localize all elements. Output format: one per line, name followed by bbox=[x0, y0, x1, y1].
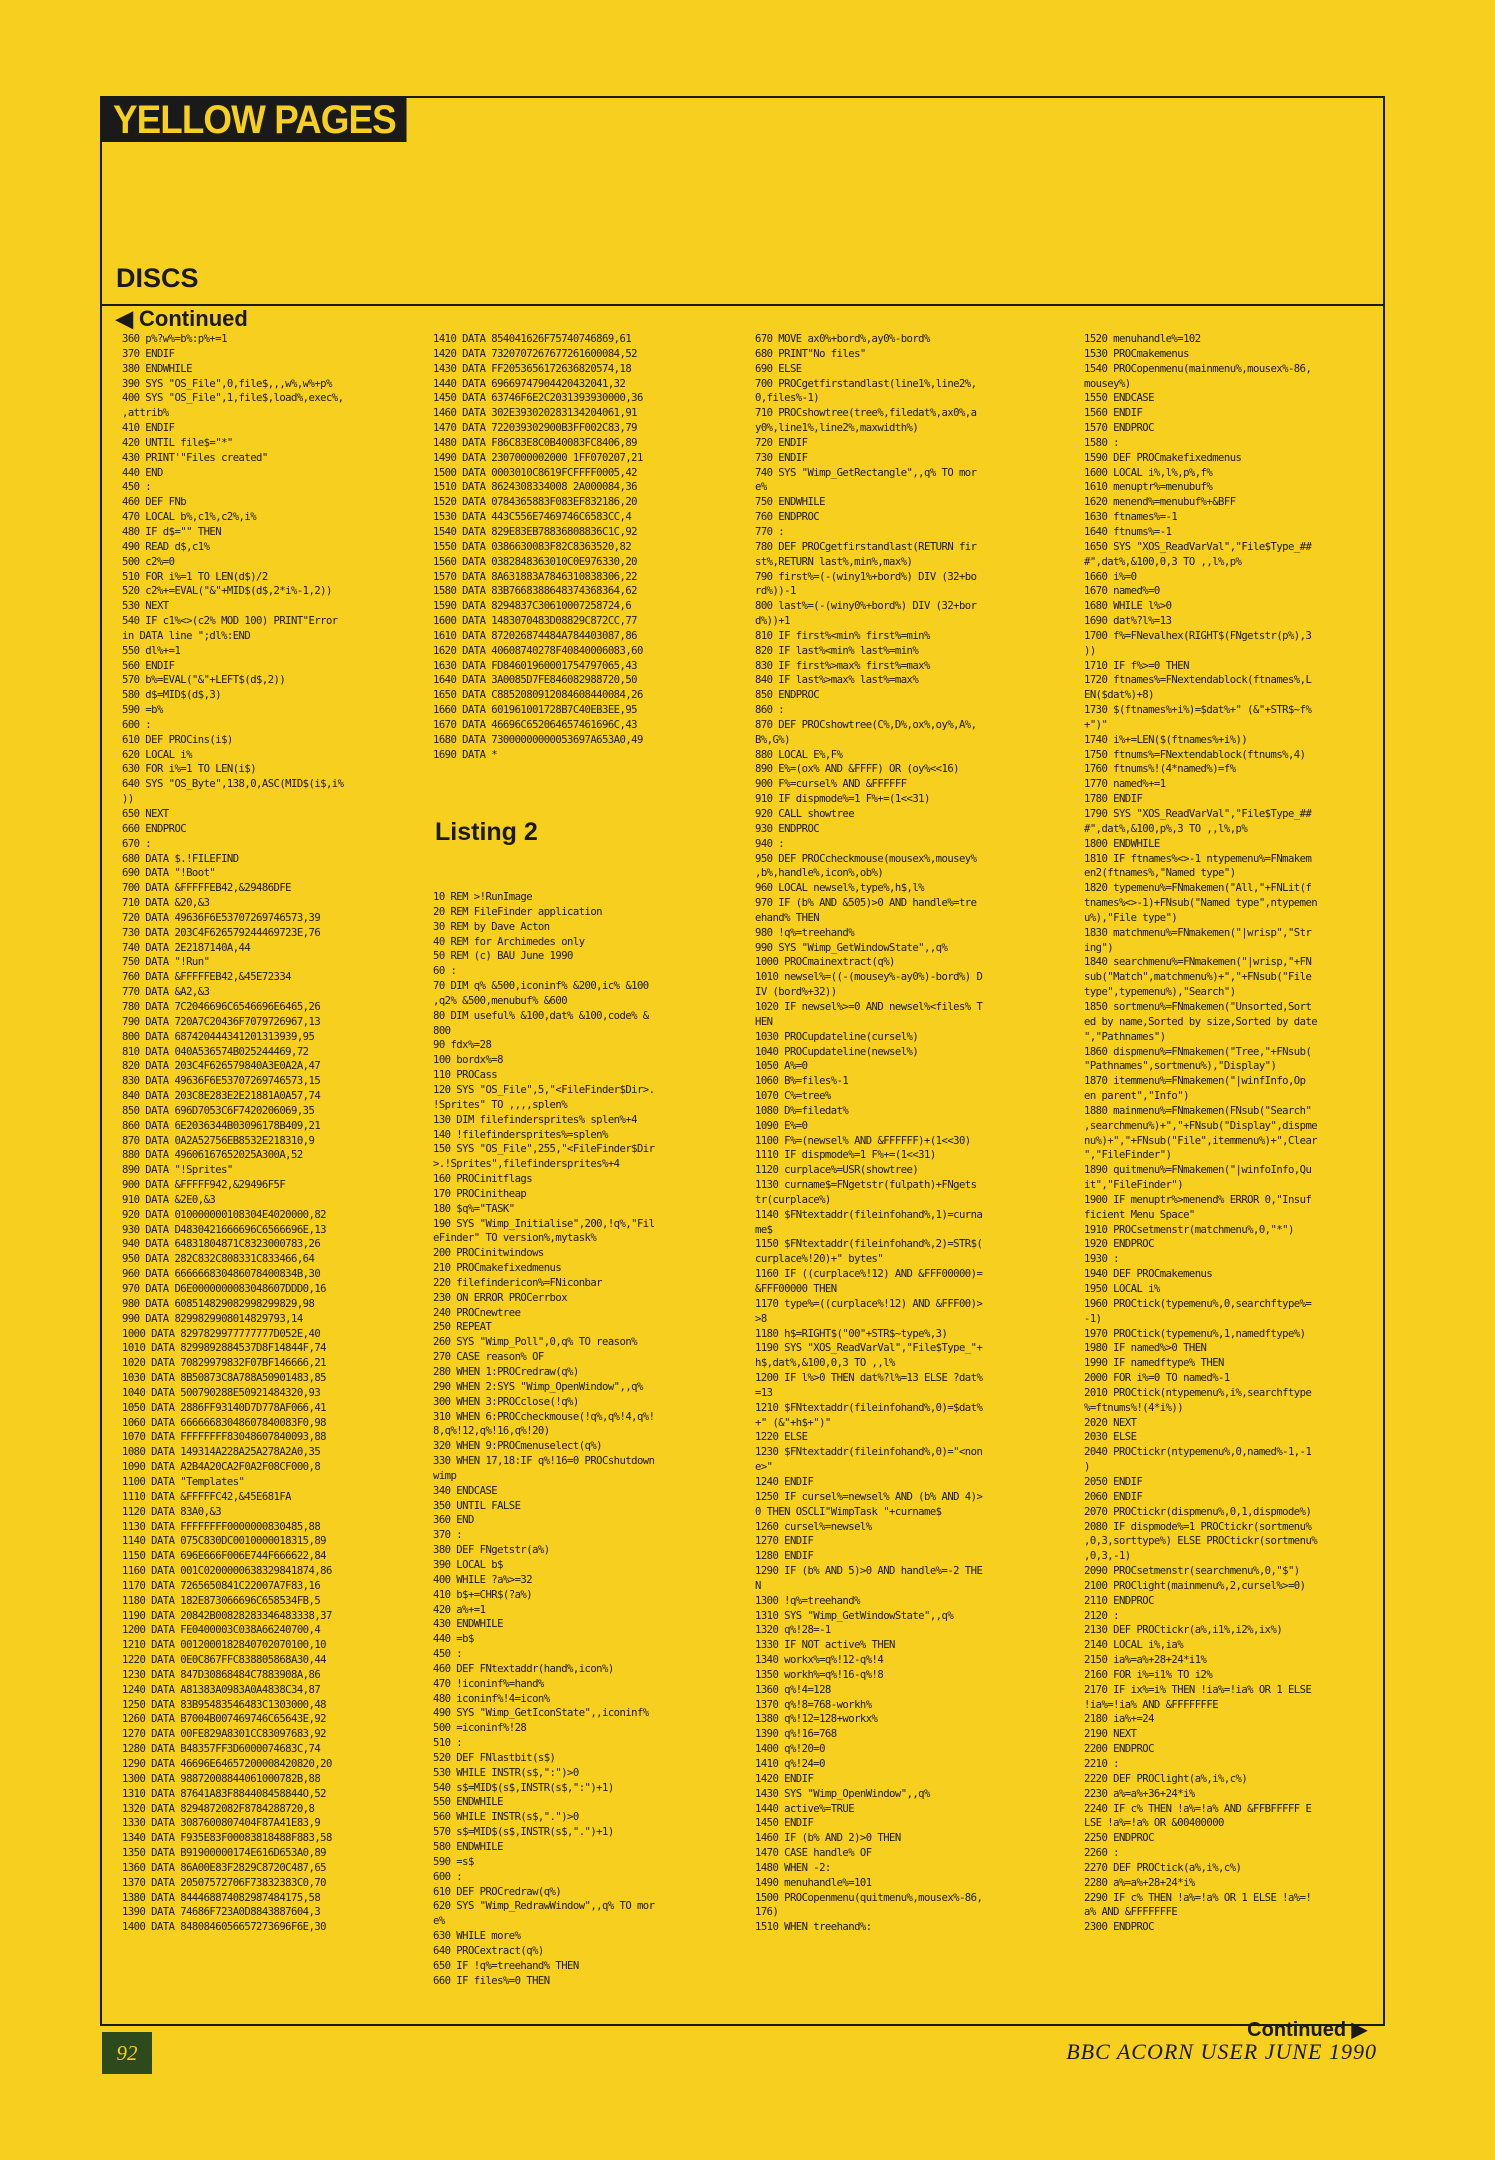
listing-column-2-data: 1410 DATA 854041626F75740746869,61 1420 DATA 7320707267677261600084,52 1430 DATA FF2053656172636820574,18 1440 DATA 69669747904420432041,32 1450 DATA 63746F6E2C2031393930000,36 1460 DATA 302E393020283134204061,91 1470 DATA 722039302900B3FF002C83,79 1480 DATA F86C83E8C0B40083FC8406,89 1490 DATA 2307000002000 1FF070207,21 1500 DATA 0003010C8619FCFFFF0005,42 1510 DATA 8624308334008 2A000084,36 1520 DATA 0784365883F083EF832186,20 1530 DATA 443C556E7469746C6583CC,4 1540 DATA 829E83EB78836808836C1C,92 1550 DATA 0386630083F82C8363520,82 1560 DATA 0382848363010C0E976330,20 1570 DATA 8A631883A7846310838306,22 1580 DATA 83B7668388648374368364,62 1590 DATA 8294837C30610007258724,6 1600 DATA 1483070483D08829C872CC,77 1610 DATA 872026874484A784403087,86 1620 DATA 40608740278F40840006083,60 1630 DATA FD84601960001754797065,43 1640 DATA 3A0085D7FE846082988720,50 1650 DATA C8852080912084608440084,26 1660 DATA 601961001728B7C40EB3EE,95 1670 DATA 46696C652064657461696C,43 1680 DATA 73000000000053697A653A0,49 1690 DATA * bbox=[433, 333, 643, 761]
listing-column-3: 670 MOVE ax0%+bord%,ay0%-bord% 680 PRINT"No files" 690 ELSE 700 PROCgetfirstandlast(line1%,line2%, 0,files%-1) 710 PROCshowtree(tree%,filedat%,ax0%,a y0%,line1%,line2%,maxwidth%) 720 ENDIF 730 ENDIF 740 SYS "Wimp_GetRectangle",,q% TO mor e% 750 ENDWHILE 760 ENDPROC 770 : 780 DEF PROCgetfirstandlast(RETURN fir st%,RETURN last%,min%,max%) 790 first%=(-(winy1%+bord%) DIV (32+bo rd%))-1 800 last%=(-(winy0%+bord%) DIV (32+bor d%))+1 810 IF first%<min% first%=min% 820 IF last%<min% last%=min% 830 IF first%>max% first%=max% 840 IF last%>max% last%=max% 850 ENDPROC 860 : 870 DEF PROCshowtree(C%,D%,ox%,oy%,A%, B%,G%) 880 LOCAL E%,F% 890 E%=(ox% AND &FFFF) OR (oy%<<16) 900 F%=cursel% AND &FFFFFF 910 IF dispmode%=1 F%+=(1<<31) 920 CALL showtree 930 ENDPROC 940 : 950 DEF PROCcheckmouse(mousex%,mousey% ,b%,handle%,icon%,ob%) 960 LOCAL newsel%,type%,h$,l% 970 IF (b% AND &505)>0 AND handle%=tre ehand% THEN 980 !q%=treehand% 990 SYS "Wimp_GetWindowState",,q% 1000 PROCmainextract(q%) 1010 newsel%=((-(mousey%-ay0%)-bord%) D IV (bord%+32)) 1020 IF newsel%>=0 AND newsel%<files% T HEN 1030 PROCupdateline(cursel%) 1040 PROCupdateline(newsel%) 1050 A%=0 1060 B%=files%-1 1070 C%=tree% 1080 D%=filedat% 1090 E%=0 1100 F%=(newsel% AND &FFFFFF)+(1<<30) 1110 IF dispmode%=1 F%+=(1<<31) 1120 curplace%=USR(showtree) 1130 curname$=FNgetstr(fulpath)+FNgets tr(curplace%) 1140 $FNtextaddr(fileinfohand%,1)=curna me$ 1150 $FNtextaddr(fileinfohand%,2)=STR$( curplace%!20)+" bytes" 1160 IF ((curplace%!12) AND &FFF00000)= &FFF00000 THEN 1170 type%=((curplace%!12) AND &FFF00)> >8 1180 h$=RIGHT$("00"+STR$~type%,3) 1190 SYS "XOS_ReadVarVal","File$Type_"+ h$,dat%,&100,0,3 TO ,,l% 1200 IF l%>0 THEN dat%?l%=13 ELSE ?dat% =13 1210 $FNtextaddr(fileinfohand%,0)=$dat% +" (&"+h$+")" 1220 ELSE 1230 $FNtextaddr(fileinfohand%,0)="<non e>" 1240 ENDIF 1250 IF cursel%=newsel% AND (b% AND 4)> 0 THEN OSCLI"WimpTask "+curname$ 1260 cursel%=newsel% 1270 ENDIF 1280 ENDIF 1290 IF (b% AND 5)>0 AND handle%=-2 THE N 1300 !q%=treehand% 1310 SYS "Wimp_GetWindowState",,q% 1320 q%!28=-1 1330 IF NOT active% THEN 1340 workx%=q%!12-q%!4 1350 workh%=q%!16-q%!8 1360 q%!4=128 1370 q%!8=768-workh% 1380 q%!12=128+workx% 1390 q%!16=768 1400 q%!20=0 1410 q%!24=0 1420 ENDIF 1430 SYS "Wimp_OpenWindow",,q% 1440 active%=TRUE 1450 ENDIF 1460 IF (b% AND 2)>0 THEN 1470 CASE handle% OF 1480 WHEN -2: 1490 menuhandle%=101 1500 PROCopenmenu(quitmenu%,mousex%-86, 176) 1510 WHEN treehand%: bbox=[755, 333, 983, 1934]
page-number: 92 bbox=[102, 2032, 152, 2074]
publication-footer: BBC ACORN USER JUNE 1990 bbox=[1066, 2039, 1377, 2064]
listing-2-heading: Listing 2 bbox=[435, 818, 538, 846]
continued-bottom-text: Continued bbox=[1247, 2019, 1347, 2041]
continued-top-text: Continued bbox=[139, 306, 248, 331]
listing-2-code: 10 REM >!RunImage 20 REM FileFinder application 30 REM by Dave Acton 40 REM for Archimedes only 50 REM (c) BAU June 1990 60 : 70 DIM q% &500,iconinf% &200,ic% &100 ,q2% &500,menubuf% &600 80 DIM useful% &100,dat% &100,code% & 800 90 fdx%=28 100 bordx%=8 110 PROCass 120 SYS "OS_File",5,"<FileFinder$Dir>. !Sprites" TO ,,,,splen% 130 DIM filefindersprites% splen%+4 140 !filefindersprites%=splen% 150 SYS "OS_File",255,"<FileFinder$Dir >.!Sprites",filefindersprites%+4 160 PROCinitflags 170 PROCinitheap 180 $q%="TASK" 190 SYS "Wimp_Initialise",200,!q%,"Fil eFinder" TO version%,mytask% 200 PROCinitwindows 210 PROCmakefixedmenus 220 filefindericon%=FNiconbar 230 ON ERROR PROCerrbox 240 PROCnewtree 250 REPEAT 260 SYS "Wimp_Poll",0,q% TO reason% 270 CASE reason% OF 280 WHEN 1:PROCredraw(q%) 290 WHEN 2:SYS "Wimp_OpenWindow",,q% 300 WHEN 3:PROCclose(!q%) 310 WHEN 6:PROCcheckmouse(!q%,q%!4,q%! 8,q%!12,q%!16,q%!20) 320 WHEN 9:PROCmenuselect(q%) 330 WHEN 17,18:IF q%!16=0 PROCshutdown wimp 340 ENDCASE 350 UNTIL FALSE 360 END 370 : 380 DEF FNgetstr(a%) 390 LOCAL b$ 400 WHILE ?a%>=32 410 b$+=CHR$(?a%) 420 a%+=1 430 ENDWHILE 440 =b$ 450 : 460 DEF FNtextaddr(hand%,icon%) 470 !iconinf%=hand% 480 iconinf%!4=icon% 490 SYS "Wimp_GetIconState",,iconinf% 500 =iconinf%!28 510 : 520 DEF FNlastbit(s$) 530 WHILE INSTR(s$,":")>0 540 s$=MID$(s$,INSTR(s$,":")+1) 550 ENDWHILE 560 WHILE INSTR(s$,".")>0 570 s$=MID$(s$,INSTR(s$,".")+1) 580 ENDWHILE 590 =s$ 600 : 610 DEF PROCredraw(q%) 620 SYS "Wimp_RedrawWindow",,q% TO mor e% 630 WHILE more% 640 PROCextract(q%) 650 IF !q%=treehand% THEN 660 IF files%=0 THEN bbox=[433, 891, 655, 1987]
continued-from-label bbox=[116, 306, 248, 332]
arrow-right-icon: ▶ bbox=[1351, 2019, 1367, 2041]
section-title: DISCS bbox=[116, 263, 199, 293]
listing-column-4: 1520 menuhandle%=102 1530 PROCmakemenus 1540 PROCopenmenu(mainmenu%,mousex%-86, mousey%) 1550 ENDCASE 1560 ENDIF 1570 ENDPROC 1580 : 1590 DEF PROCmakefixedmenus 1600 LOCAL i%,l%,p%,f% 1610 menuptr%=menubuf% 1620 menend%=menubuf%+&BFF 1630 ftnames%=-1 1640 ftnums%=-1 1650 SYS "XOS_ReadVarVal","File$Type_## #",dat%,&100,0,3 TO ,,l%,p% 1660 i%=0 1670 named%=0 1680 WHILE l%>0 1690 dat%?l%=13 1700 f%=FNevalhex(RIGHT$(FNgetstr(p%),3 )) 1710 IF f%>=0 THEN 1720 ftnames%=FNextendablock(ftnames%,L EN($dat%)+8) 1730 $(ftnames%+i%)=$dat%+" (&"+STR$~f% +")" 1740 i%+=LEN($(ftnames%+i%)) 1750 ftnums%=FNextendablock(ftnums%,4) 1760 ftnums%!(4*named%)=f% 1770 named%+=1 1780 ENDIF 1790 SYS "XOS_ReadVarVal","File$Type_## #",dat%,&100,p%,3 TO ,,l%,p% 1800 ENDWHILE 1810 IF ftnames%<>-1 ntypemenu%=FNmakem en2(ftnames%,"Named type") 1820 typemenu%=FNmakemen("All,"+FNLit(f tnames%<>-1)+FNsub("Named type",ntypemen u%),"File type") 1830 matchmenu%=FNmakemen("|wrisp","Str ing") 1840 searchmenu%=FNmakemen("|wrisp,"+FN sub("Match",matchmenu%)+","+FNsub("File type",typemenu%),"Search") 1850 sortmenu%=FNmakemen("Unsorted,Sort ed by name,Sorted by size,Sorted by date ","Pathnames") 1860 dispmenu%=FNmakemen("Tree,"+FNsub( "Pathnames",sortmenu%),"Display") 1870 itemmenu%=FNmakemen("|winfInfo,Op en parent","Info") 1880 mainmenu%=FNmakemen(FNsub("Search" ,searchmenu%)+","+FNsub("Display",dispme nu%)+","+FNsub("File",itemmenu%)+",Clear ","FileFinder") 1890 quitmenu%=FNmakemen("|winfoInfo,Qu it","FileFinder") 1900 IF menuptr%>menend% ERROR 0,"Insuf ficient Menu Space" 1910 PROCsetmenstr(matchmenu%,0,"*") 1920 ENDPROC 1930 : 1940 DEF PROCmakemenus 1950 LOCAL i% 1960 PROCtick(typemenu%,0,searchftype%= -1) 1970 PROCtick(typemenu%,1,namedftype%) 1980 IF named%>0 THEN 1990 IF namedftype% THEN 2000 FOR i%=0 TO named%-1 2010 PROCtick(ntypemenu%,i%,searchftype %=ftnums%!(4*i%)) 2020 NEXT 2030 ELSE 2040 PROCtickr(ntypemenu%,0,named%-1,-1 ) 2050 ENDIF 2060 ENDIF 2070 PROCtickr(dispmenu%,0,1,dispmode%) 2080 IF dispmode%=1 PROCtickr(sortmenu% ,0,3,sorttype%) ELSE PROCtickr(sortmenu% ,0,3,-1) 2090 PROCsetmenstr(searchmenu%,0,"$") 2100 PROClight(mainmenu%,2,cursel%>=0) 2110 ENDPROC 2120 : 2130 DEF PROCtickr(a%,i1%,i2%,ix%) 2140 LOCAL i%,ia% 2150 ia%=a%+28+24*i1% 2160 FOR i%=i1% TO i2% 2170 IF ix%=i% THEN !ia%=!ia% OR 1 ELSE !ia%=!ia% AND &FFFFFFFE 2180 ia%+=24 2190 NEXT 2200 ENDPROC 2210 : 2220 DEF PROClight(a%,i%,c%) 2230 a%=a%+36+24*i% 2240 IF c% THEN !a%=!a% AND &FFBFFFFF E LSE !a%=!a% OR &00400000 2250 ENDPROC 2260 : 2270 DEF PROCtick(a%,i%,c%) 2280 a%=a%+28+24*i% 2290 IF c% THEN !a%=!a% OR 1 ELSE !a%=! a% AND &FFFFFFFE 2300 ENDPROC bbox=[1084, 333, 1318, 1934]
section-divider bbox=[100, 304, 1385, 306]
masthead-title: YELLOW PAGES bbox=[102, 98, 407, 142]
listing-column-1: 360 p%?w%=b%:p%+=1 370 ENDIF 380 ENDWHILE 390 SYS "OS_File",0,file$,,,w%,w%+p% 400 SYS "OS_File",1,file$,load%,exec%, ,attrib% 410 ENDIF 420 UNTIL file$="*" 430 PRINT'"Files created" 440 END 450 : 460 DEF FNb 470 LOCAL b%,c1%,c2%,i% 480 IF d$="" THEN 490 READ d$,c1% 500 c2%=0 510 FOR i%=1 TO LEN(d$)/2 520 c2%+=EVAL("&"+MID$(d$,2*i%-1,2)) 530 NEXT 540 IF c1%<>(c2% MOD 100) PRINT"Error in DATA line ";dl%:END 550 dl%+=1 560 ENDIF 570 b%=EVAL("&"+LEFT$(d$,2)) 580 d$=MID$(d$,3) 590 =b% 600 : 610 DEF PROCins(i$) 620 LOCAL i% 630 FOR i%=1 TO LEN(i$) 640 SYS "OS_Byte",138,0,ASC(MID$(i$,i% )) 650 NEXT 660 ENDPROC 670 : 680 DATA $.!FILEFIND 690 DATA "!Boot" 700 DATA &FFFFFEB42,&29486DFE 710 DATA &20,&3 720 DATA 49636F6E53707269746573,39 730 DATA 203C4F626579244469723E,76 740 DATA 2E2187140A,44 750 DATA "!Run" 760 DATA &FFFFFEB42,&45E72334 770 DATA &A2,&3 780 DATA 7C2046696C6546696E6465,26 790 DATA 720A7C20436F7079726967,13 800 DATA 687420444341201313939,95 810 DATA 040A536574B025244469,72 820 DATA 203C4F626579840A3E0A2A,47 830 DATA 49636F6E53707269746573,15 840 DATA 203C8E283E2E21881A0A57,74 850 DATA 696D7053C6F7420206069,35 860 DATA 6E2036344B03096178B409,21 870 DATA 0A2A52756EB8532E218310,9 880 DATA 49606167652025A300A,52 890 DATA "!Sprites" 900 DATA &FFFFF942,&29496F5F 910 DATA &2E0,&3 920 DATA 010000000108304E4020000,82 930 DATA D4830421666696C6566696E,13 940 DATA 64831804871C8323000783,26 950 DATA 282C832C808331C833466,64 960 DATA 666666830486078400834B,30 970 DATA D6E0000000083048607DDD0,16 980 DATA 608514829082998299829,98 990 DATA 8299829908014829793,14 1000 DATA 8297829977777777D052E,40 1010 DATA 8299892884537D8F14844F,74 1020 DATA 70829979832F07BF146666,21 1030 DATA 8B50873C8A788A50901483,85 1040 DATA 500790288E50921484320,93 1050 DATA 2886FF93140D7D778AF066,41 1060 DATA 66666683048607840083F0,98 1070 DATA FFFFFFFF83048607840093,88 1080 DATA 149314A228A25A278A2A0,35 1090 DATA A2B4A20CA2F0A2F08CF000,8 1100 DATA "Templates" 1110 DATA &FFFFFC42,&45E681FA 1120 DATA 83A0,&3 1130 DATA FFFFFFFF0000000830485,88 1140 DATA 075C830DC0010000018315,89 1150 DATA 696E666F006E744F666622,84 1160 DATA 001C0200000638329841874,86 1170 DATA 7265650841C22007A7F83,16 1180 DATA 182E873066696C658534FB,5 1190 DATA 20842B00828283346483338,37 1200 DATA FE0400003C038A66240700,4 1210 DATA 0012000182840702070100,10 1220 DATA 0E0C867FFC838805868A30,44 1230 DATA 847D30868484C7883908A,86 1240 DATA A81383A0983A0A4838C34,87 1250 DATA 83B95483546483C1303000,48 1260 DATA B7004B007469746C65643E,92 1270 DATA 00FE829A8301CC83097683,92 1280 DATA B48357FF3D6000074683C,74 1290 DATA 46696E64657200008420820,20 1300 DATA 98872008844061000782B,88 1310 DATA 87641A83F884408458844O,52 1320 DATA 8294872082F8784288720,8 1330 DATA 3087600807404F87A41E83,9 1340 DATA F935E83F00083818488F883,58 1350 DATA B91900000174E616D653A0,89 1360 DATA 86A00E83F2829C8720C487,65 1370 DATA 20507572706F73832383C0,70 1380 DATA 844468874082987484175,58 1390 DATA 74686F723A0D8843887604,3 1400 DATA 8480846056657273696F6E,30 bbox=[122, 333, 344, 1934]
arrow-left-icon: ◀ bbox=[116, 306, 133, 331]
